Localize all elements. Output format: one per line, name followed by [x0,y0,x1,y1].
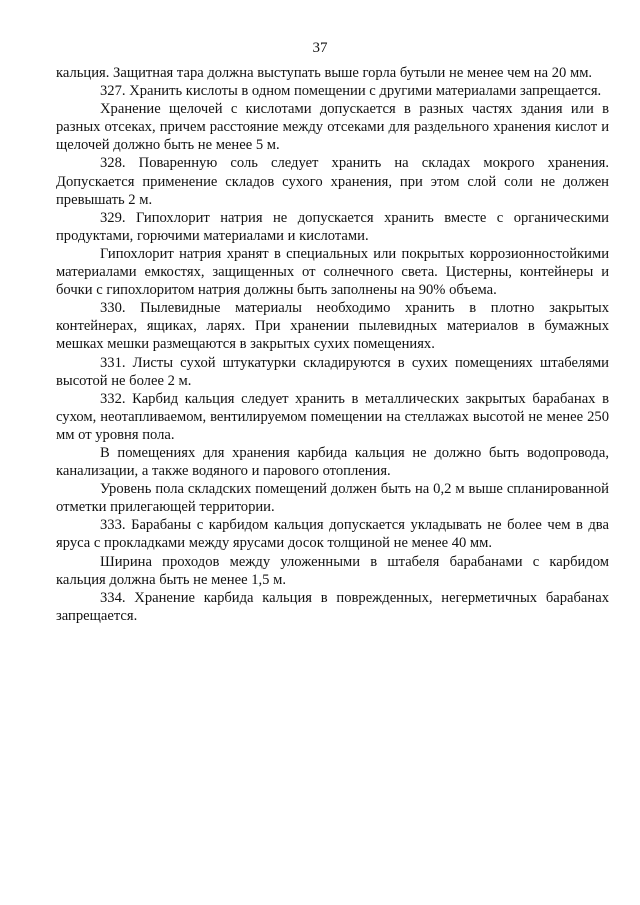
paragraph-aisle-width: Ширина проходов между уложенными в штабеля барабанами с карбидом кальция должна быть не менее 1,5 м. [56,553,609,588]
paragraph-carbide-room: В помещениях для хранения карбида кальция не должно быть водопровода, канализации, а также водяного и парового отопления. [56,444,609,480]
paragraph-327: 327. Хранить кислоты в одном помещении с другими материалами запрещается. [100,83,602,100]
paragraph-floor-level: Уровень пола складских помещений должен быть на 0,2 м выше спланированной отметки прилегающей территории. [56,481,609,516]
paragraph-332: 332. Карбид кальция следует хранить в металлических закрытых барабанах в сухом, неотапливаемом, вентилируемом помещении на стеллажах высотой не менее 250 мм от уровня пола. [56,390,609,443]
document-body [56,64,609,625]
paragraph-333: 333. Барабаны с карбидом кальция допускается укладывать не более чем в два яруса с прокладками между ярусами досок толщиной не менее 40 мм. [56,517,609,552]
paragraph-alkali-storage: Хранение щелочей с кислотами допускается в разных частях здания или в разных отсеках, причем расстояние между отсеками для раздельного хранения кислот и щелочей должно быть не менее 5 м. [56,101,609,154]
paragraph-continuation: кальция. Защитная тара должна выступать выше горла бутыли не менее чем на 20 мм. [56,65,593,81]
paragraph-330: 330. Пылевидные материалы необходимо хранить в плотно закрытых контейнерах, ящиках, ларях. При хранении пылевидных материалов в бумажных мешках мешки размещаются в закрытых сухих помещениях. [56,300,609,353]
paragraph-334: 334. Хранение карбида кальция в поврежденных, негерметичных барабанах запрещается. [56,589,609,624]
paragraph-hypochlorite: Гипохлорит натрия хранят в специальных или покрытых коррозионностойкими материалами емкостях, защищенных от солнечного света. Цистерны, контейнеры и бочки с гипохлоритом натрия должны быть заполнены на 90% объема. [56,245,609,299]
paragraph-331: 331. Листы сухой штукатурки складируются в сухих помещениях штабелями высотой не более 2 м. [56,354,609,389]
paragraph-328: 328. Поваренную соль следует хранить на складах мокрого хранения. Допускается применение складов сухого хранения, при этом слой соли не должен превышать 2 м. [56,155,609,208]
paragraph-329: 329. Гипохлорит натрия не допускается хранить вместе с органическими продуктами, горючими материалами и кислотами. [56,209,609,244]
page-number: 37 [312,40,328,56]
